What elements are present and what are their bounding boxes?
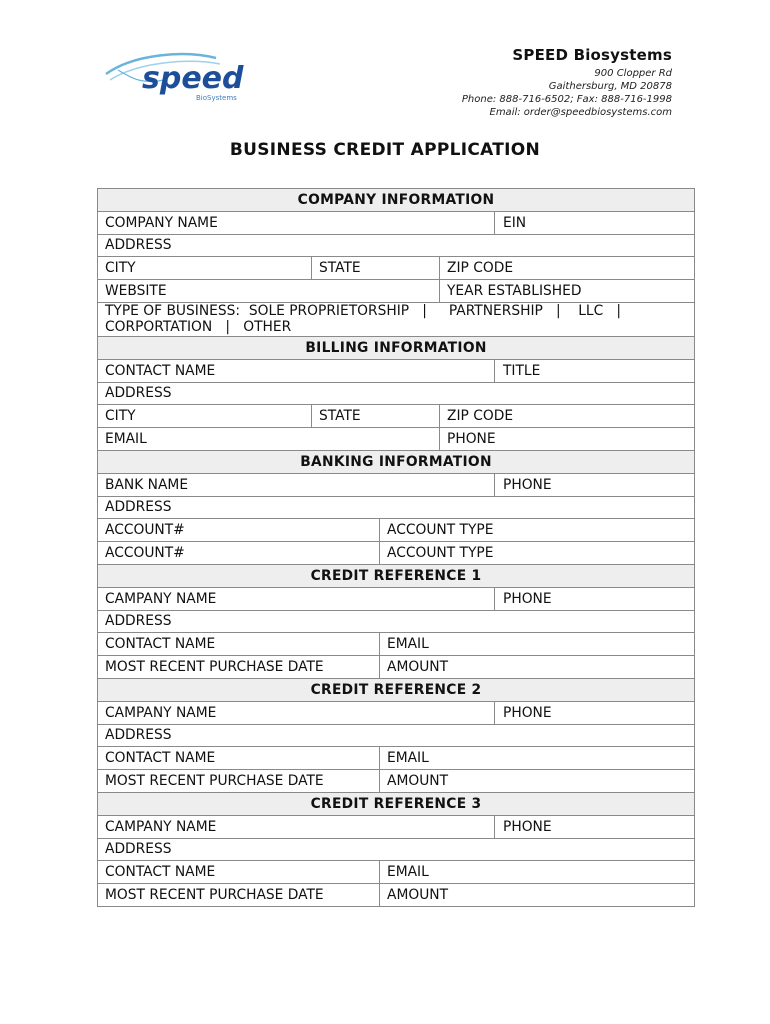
company-name: SPEED Biosystems bbox=[512, 46, 672, 64]
company-info-heading: COMPANY INFORMATION bbox=[98, 189, 695, 212]
credit-ref-1-purchase-date-field[interactable]: MOST RECENT PURCHASE DATE bbox=[98, 656, 380, 679]
company-city-field[interactable]: CITY bbox=[98, 257, 312, 280]
billing-email-field[interactable]: EMAIL bbox=[98, 428, 440, 451]
billing-phone-field[interactable]: PHONE bbox=[440, 428, 695, 451]
logo-wordmark: speed bbox=[142, 61, 244, 96]
billing-contact-name-field[interactable]: CONTACT NAME bbox=[98, 359, 495, 382]
credit-ref-2-address-field[interactable]: ADDRESS bbox=[98, 724, 695, 747]
account-type-2-field[interactable]: ACCOUNT TYPE bbox=[380, 542, 695, 565]
website-field[interactable]: WEBSITE bbox=[98, 280, 440, 303]
credit-ref-3-company-field[interactable]: CAMPANY NAME bbox=[98, 815, 495, 838]
billing-state-field[interactable]: STATE bbox=[312, 405, 440, 428]
billing-city-field[interactable]: CITY bbox=[98, 405, 312, 428]
company-email: Email: order@speedbiosystems.com bbox=[489, 107, 672, 118]
company-phone-fax: Phone: 888-716-6502; Fax: 888-716-1998 bbox=[461, 94, 672, 105]
company-state-field[interactable]: STATE bbox=[312, 257, 440, 280]
credit-ref-1-email-field[interactable]: EMAIL bbox=[380, 633, 695, 656]
credit-ref-3-email-field[interactable]: EMAIL bbox=[380, 861, 695, 884]
credit-ref-2-company-field[interactable]: CAMPANY NAME bbox=[98, 701, 495, 724]
year-established-field[interactable]: YEAR ESTABLISHED bbox=[440, 280, 695, 303]
credit-ref-2-heading: CREDIT REFERENCE 2 bbox=[98, 678, 695, 701]
credit-ref-1-heading: CREDIT REFERENCE 1 bbox=[98, 564, 695, 587]
account-number-1-field[interactable]: ACCOUNT# bbox=[98, 519, 380, 542]
credit-ref-3-contact-field[interactable]: CONTACT NAME bbox=[98, 861, 380, 884]
credit-ref-3-address-field[interactable]: ADDRESS bbox=[98, 838, 695, 861]
company-name-field[interactable]: COMPANY NAME bbox=[98, 211, 495, 234]
type-of-business-field[interactable]: TYPE OF BUSINESS: SOLE PROPRIETORSHIP | PARTNERSHIP | LLC | CORPORTATION | OTHER bbox=[98, 302, 695, 336]
credit-ref-3-purchase-date-field[interactable]: MOST RECENT PURCHASE DATE bbox=[98, 884, 380, 907]
speed-logo-graphic bbox=[104, 50, 254, 106]
credit-ref-1-contact-field[interactable]: CONTACT NAME bbox=[98, 633, 380, 656]
billing-zip-field[interactable]: ZIP CODE bbox=[440, 405, 695, 428]
company-address-field[interactable]: ADDRESS bbox=[98, 234, 695, 257]
credit-ref-1-address-field[interactable]: ADDRESS bbox=[98, 610, 695, 633]
ein-field[interactable]: EIN bbox=[495, 211, 695, 234]
credit-ref-1-amount-field[interactable]: AMOUNT bbox=[380, 656, 695, 679]
billing-title-field[interactable]: TITLE bbox=[495, 359, 695, 382]
credit-ref-2-contact-field[interactable]: CONTACT NAME bbox=[98, 747, 380, 770]
company-address-2: Gaithersburg, MD 20878 bbox=[548, 81, 672, 92]
credit-ref-3-heading: CREDIT REFERENCE 3 bbox=[98, 792, 695, 815]
billing-address-field[interactable]: ADDRESS bbox=[98, 382, 695, 405]
company-zip-field[interactable]: ZIP CODE bbox=[440, 257, 695, 280]
company-header bbox=[462, 46, 672, 119]
credit-ref-2-phone-field[interactable]: PHONE bbox=[495, 701, 695, 724]
credit-ref-1-phone-field[interactable]: PHONE bbox=[495, 587, 695, 610]
bank-name-field[interactable]: BANK NAME bbox=[98, 473, 495, 496]
credit-ref-2-purchase-date-field[interactable]: MOST RECENT PURCHASE DATE bbox=[98, 770, 380, 793]
credit-ref-3-phone-field[interactable]: PHONE bbox=[495, 815, 695, 838]
credit-application-form bbox=[97, 188, 695, 907]
credit-ref-3-amount-field[interactable]: AMOUNT bbox=[380, 884, 695, 907]
bank-address-field[interactable]: ADDRESS bbox=[98, 496, 695, 519]
account-type-1-field[interactable]: ACCOUNT TYPE bbox=[380, 519, 695, 542]
credit-ref-2-amount-field[interactable]: AMOUNT bbox=[380, 770, 695, 793]
bank-phone-field[interactable]: PHONE bbox=[495, 473, 695, 496]
credit-ref-2-email-field[interactable]: EMAIL bbox=[380, 747, 695, 770]
document-title: BUSINESS CREDIT APPLICATION bbox=[229, 140, 541, 160]
banking-info-heading: BANKING INFORMATION bbox=[98, 450, 695, 473]
speed-biosystems-logo bbox=[104, 50, 254, 106]
account-number-2-field[interactable]: ACCOUNT# bbox=[98, 542, 380, 565]
logo-subtext: BioSystems bbox=[196, 94, 237, 102]
credit-ref-1-company-field[interactable]: CAMPANY NAME bbox=[98, 587, 495, 610]
company-address-1: 900 Clopper Rd bbox=[594, 68, 672, 79]
billing-info-heading: BILLING INFORMATION bbox=[98, 336, 695, 359]
